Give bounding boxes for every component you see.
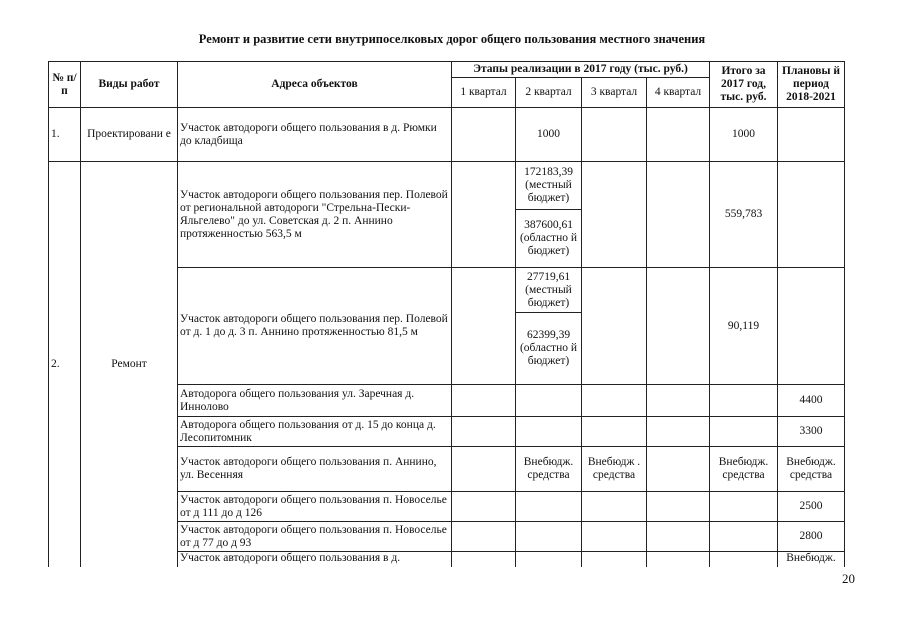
header-q2: 2 квартал	[516, 78, 582, 108]
row-address: Участок автодороги общего пользования пер. Полевой от д. 1 до д. 3 п. Аннино протяженностью 81,5 м	[178, 268, 452, 385]
table-row	[49, 108, 845, 162]
row-address: Автодорога общего пользования от д. 15 до конца д. Лесопитомник	[178, 417, 452, 447]
header-total: Итого за 2017 год, тыс. руб.	[710, 62, 778, 108]
row-address: Участок автодороги общего пользования пер. Полевой от региональной автодороги "Стрельна-Пески-Яльгелево" до ул. Советская д. 2 п. Аннино протяженностью 563,5 м	[178, 162, 452, 268]
row-plan: 2500	[778, 492, 845, 522]
row-address: Участок автодороги общего пользования п. Новоселье от д 77 до д 93	[178, 522, 452, 552]
row-number: 1.	[49, 108, 81, 162]
row-q2-local: 172183,39 (местный бюджет)	[516, 162, 582, 210]
row-number: 2.	[49, 162, 81, 567]
header-num: № п/ п	[49, 62, 81, 108]
header-q3: 3 квартал	[582, 78, 647, 108]
row-plan: 3300	[778, 417, 845, 447]
row-address: Автодорога общего пользования ул. Заречная д. Иннолово	[178, 385, 452, 417]
row-q2: 1000	[516, 108, 582, 162]
row-plan: 2800	[778, 522, 845, 552]
header-q4: 4 квартал	[647, 78, 710, 108]
row-address: Участок автодороги общего пользования п. Новоселье от д 111 до д 126	[178, 492, 452, 522]
header-q1: 1 квартал	[452, 78, 516, 108]
row-q2-regional: 62399,39 (областно й бюджет)	[516, 313, 582, 385]
header-plan: Плановы й период 2018-2021	[778, 62, 845, 108]
works-table	[48, 61, 845, 567]
row-address: Участок автодороги общего пользования п. Аннино, ул. Весенняя	[178, 447, 452, 492]
row-address: Участок автодороги общего пользования в д. Рюмки до кладбища	[178, 108, 452, 162]
row-work-kind: Ремонт	[81, 162, 178, 567]
row-q3: Внебюдж . средства	[582, 447, 647, 492]
header-address: Адреса объектов	[178, 62, 452, 108]
row-total: 1000	[710, 108, 778, 162]
header-kind: Виды работ	[81, 62, 178, 108]
row-q2: Внебюдж. средства	[516, 447, 582, 492]
page-number: 20	[842, 571, 855, 586]
table-row	[49, 162, 845, 210]
row-q2-regional: 387600,61 (областно й бюджет)	[516, 210, 582, 268]
row-total: Внебюдж. средства	[710, 447, 778, 492]
row-total: 559,783	[710, 162, 778, 268]
row-plan: Внебюдж. средства	[778, 447, 845, 492]
row-work-kind: Проектировани е	[81, 108, 178, 162]
row-plan: Внебюдж.	[778, 552, 845, 567]
header-stages: Этапы реализации в 2017 году (тыс. руб.)	[452, 62, 710, 78]
row-q2-local: 27719,61 (местный бюджет)	[516, 268, 582, 313]
document-title: Ремонт и развитие сети внутрипоселковых дорог общего пользования местного значения	[198, 32, 706, 46]
row-total: 90,119	[710, 268, 778, 385]
row-plan: 4400	[778, 385, 845, 417]
row-address: Участок автодороги общего пользования в д.	[178, 552, 452, 567]
